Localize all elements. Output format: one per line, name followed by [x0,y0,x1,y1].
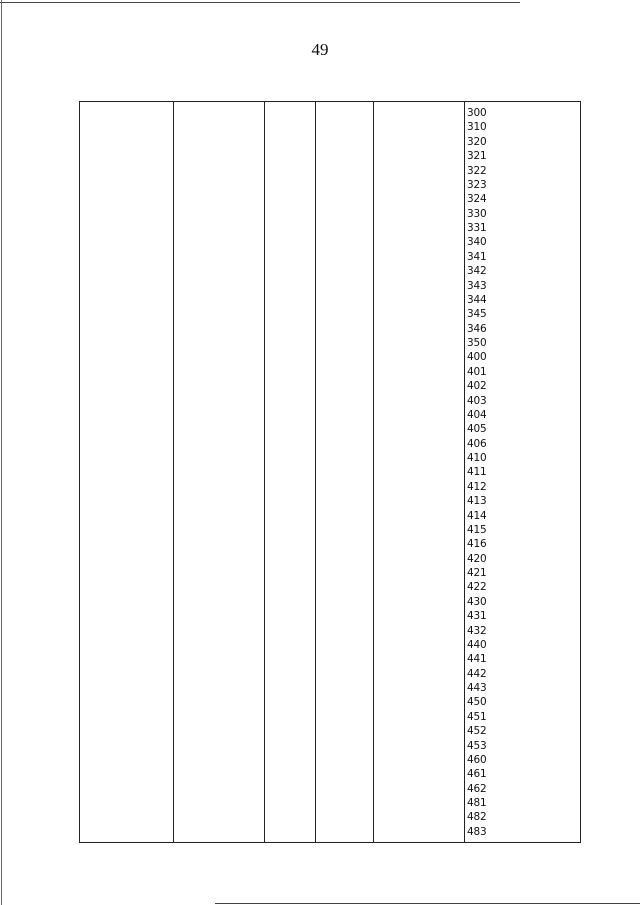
code-cell: 411 [467,466,487,479]
code-cell: 324 [467,193,487,206]
code-cell: 346 [467,322,487,335]
code-cell: 320 [467,135,487,148]
code-cell: 331 [467,222,487,234]
code-cell: 403 [467,394,487,407]
code-cell: 483 [467,825,487,838]
code-cell: 323 [467,178,487,191]
code-cell: 342 [467,265,487,278]
code-cell: 330 [467,207,487,220]
code-cell: 462 [467,782,487,795]
code-cell: 341 [467,250,487,263]
code-cell: 421 [467,567,487,579]
column-border-1 [173,102,174,842]
code-cell: 460 [467,753,487,766]
code-table [79,101,581,843]
code-cell: 422 [467,581,487,594]
code-cell: 452 [467,725,487,738]
code-cell: 430 [467,595,487,608]
code-cell: 410 [467,452,487,464]
code-cell: 482 [467,811,487,824]
code-cell: 402 [467,380,487,393]
code-cell: 344 [467,293,487,306]
code-cell: 345 [467,308,487,321]
code-cell: 416 [467,538,487,551]
code-cell: 412 [467,480,487,493]
column-border-right [580,102,581,842]
code-cell: 432 [467,624,487,637]
code-cell: 453 [467,739,487,752]
scan-edge-left [1,0,2,905]
code-cell: 300 [467,107,487,119]
code-cell: 340 [467,236,487,249]
scan-edge-top [0,2,520,3]
code-cell: 322 [467,164,487,177]
code-cell: 451 [467,710,487,723]
code-cell: 461 [467,768,487,781]
code-cell: 405 [467,423,487,436]
column-border-left [79,102,80,842]
code-cell: 420 [467,552,487,565]
code-cell: 431 [467,610,487,623]
code-cell: 443 [467,682,487,694]
code-cell: 442 [467,667,487,680]
code-cell: 310 [467,121,487,134]
scan-edge-bottom [215,903,640,904]
code-cell: 415 [467,523,487,536]
code-cell: 481 [467,797,487,809]
code-cell: 450 [467,696,487,709]
code-cell: 343 [467,279,487,292]
code-cell: 350 [467,337,487,349]
code-column [465,106,575,839]
column-border-4 [373,102,374,842]
code-cell: 441 [467,653,487,666]
code-cell: 321 [467,150,487,163]
code-cell: 414 [467,509,487,522]
code-cell: 404 [467,408,487,421]
code-cell: 400 [467,351,487,364]
column-border-2 [264,102,265,842]
code-cell: 440 [467,638,487,651]
code-cell: 401 [467,365,487,378]
code-cell: 406 [467,437,487,450]
page-number: 49 [311,40,329,59]
code-cell: 413 [467,495,487,508]
column-border-3 [315,102,316,842]
